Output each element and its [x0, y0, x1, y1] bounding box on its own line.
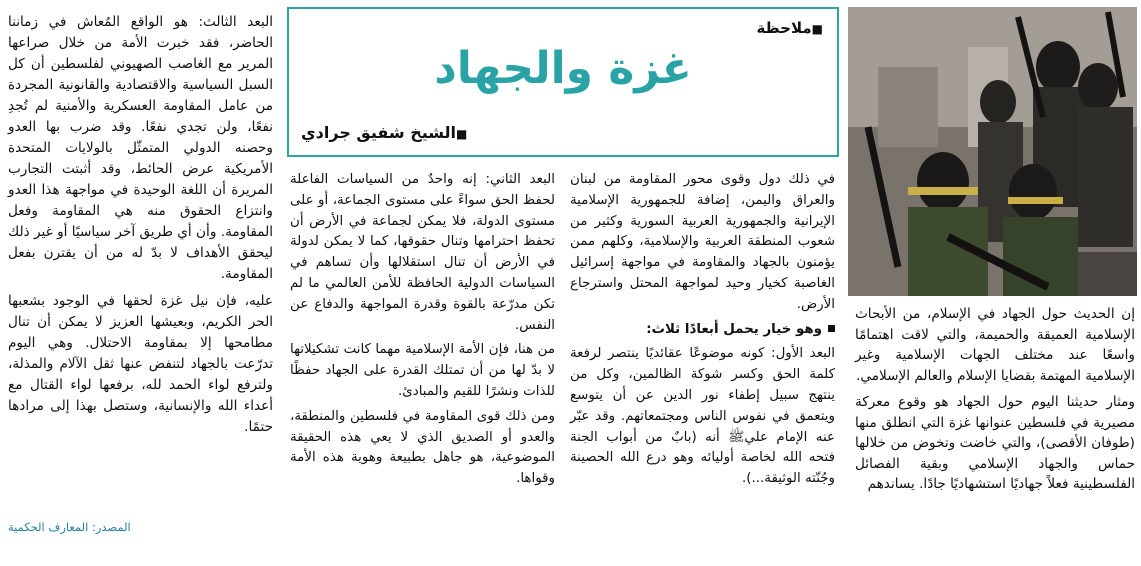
- subheading-text: وهو خيار يحمل أبعادًا ثلاث:: [646, 321, 822, 337]
- section-label-text: ملاحظة: [756, 19, 812, 37]
- paragraph: البعد الأول: كونه موضوعًا عقائديًا ينتصر لرفعة كلمة الحق وكسر شوكة الظالمين، وكل من ينتهج سبيل إطفاء نور الدين عن أن يتوسع ويتعمق في نفوس الناس ومجتمعاتهم. وقد عبّر عنه الإمام عليﷺ أنه (بابٌ من أبواب الجنة فتحه الله لخاصة أوليائه وهو درع الله الحصينة وجُنّته الوثيقة...).: [570, 346, 835, 487]
- source-credit: المصدر: المعارف الحكمية: [8, 520, 131, 534]
- paragraph: عليه، فإن نيل غزة لحقها في الوجود بشعبها الحر الكريم، وبعيشها العزيز لا يمكن أن تنال مطامحها إلا بمقاومة الاحتلال. وهي اليوم تدرّعت بالجهاد لتنفض عنها ثقل الآلام والمذلة، ولترفع لواء الحمد لله، برفعها لواء القتال مع أعداء الله والإنسانية، وستصل بهذا إلى مرادها حتمًا.: [8, 293, 273, 435]
- author-name: الشيخ شفيق جرادي: [301, 123, 457, 142]
- bullet-square-icon: [828, 325, 835, 332]
- paragraph: من هنا، فإن الأمة الإسلامية مهما كانت تشكيلاتها لا بدّ لها من أن تمتلك القدرة على الجهاد حفظًا للذات ونشرًا للقيم والمبادئ.: [290, 342, 555, 399]
- column-left: [8, 12, 273, 438]
- fighters-photo: [848, 7, 1137, 296]
- paragraph: ومن ذلك قوى المقاومة في فلسطين والمنطقة، والعدو أو الصديق الذي لا يعي هذه الحقيقة الموضوعية، هو جاهل بطبيعة وهوية هذه الأمة وقواها.: [290, 408, 555, 487]
- paragraph: ومثار حديثنا اليوم حول الجهاد هو وقوع معركة مصيرية في فلسطين عنوانها غزة التي انطلق منها (طوفان الأقصى)، والتي خاضت وتخوض من خلالها حماس والجهاد الإسلامي وبقية الفصائل الفلسطينية فعلاً جهاديًا استشهاديًا جادًا. يساندهم: [855, 394, 1135, 492]
- paragraph: البعد الثاني: إنه واحدٌ من السياسات الفاعلة لحفظ الحق سواءً على مستوى الجماعة، أو على مستوى الدولة، فلا يمكن لجماعة في الأرض أن تحفظ احترامها وتنال حقوقها، كما لا يمكن لدولة في الأرض أن تنال استقلالها وأن تساهم في السياسات الدولية الحافظة للأمن العالمي ما لم تكن مدرّعة بالقوة وقدرة المواجهة والدفاع عن النفس.: [290, 172, 555, 333]
- column-right: [855, 304, 1135, 495]
- paragraph: إن الحديث حول الجهاد في الإسلام، من الأبحاث الإسلامية العميقة والحميمة، والتي لاقت اهتمامًا واسعًا عند مختلف الجهات الإسلامية وغير الإسلامية المهتمة بقضايا الإسلام والعالم الإسلامي.: [855, 306, 1135, 384]
- page-title: غزة والجهاد: [434, 43, 692, 94]
- paragraph: في ذلك دول وقوى محور المقاومة من لبنان والعراق واليمن، إضافة للجمهورية الإسلامية الإيرانية والجمهورية العربية السورية وكثير من شعوب المنطقة العربية والإسلامية، وكلهم ممن يؤمنون بالجهاد والمقاومة في مواجهة إسرائيل الغاصبة كخيار وحيد لمواجهة المحتل واسترجاع الأرض.: [570, 172, 835, 312]
- section-label: ■ملاحظة: [756, 19, 823, 37]
- author-line: ■الشيخ شفيق جرادي: [301, 123, 468, 142]
- column-mid-right: [570, 170, 835, 490]
- subheading: [570, 320, 835, 341]
- title-box: [287, 7, 839, 157]
- paragraph: البعد الثالث: هو الواقع المُعاش في زماننا الحاضر، فقد خبرت الأمة من خلال صراعها المرير مع الغاصب الصهيوني لفلسطين أن كل السبل السياسية والاقتصادية والقانونية المجردة من عامل المقاومة العسكرية والأمنية لم تُجدِ نفعًا، ولن تجدي نفعًا. وقد ضرب بها العدو وحصنه الدولي المتمثّل بالولايات المتحدة الأمريكية عرض الحائط، وقد أثبتت التجارب المريرة أن اللغة الوحيدة في مواجهة هذا العدو وانتزاع الحقوق منه هي المقاومة وفعل المقاومة. وأن أي طريق آخر سياسيًا أو غير ذلك ليحقق الأهداف لا بدّ له من أن يقترن بفعل المقاومة.: [8, 14, 273, 282]
- photo-illustration: [848, 7, 1137, 296]
- column-mid-left: [290, 170, 555, 490]
